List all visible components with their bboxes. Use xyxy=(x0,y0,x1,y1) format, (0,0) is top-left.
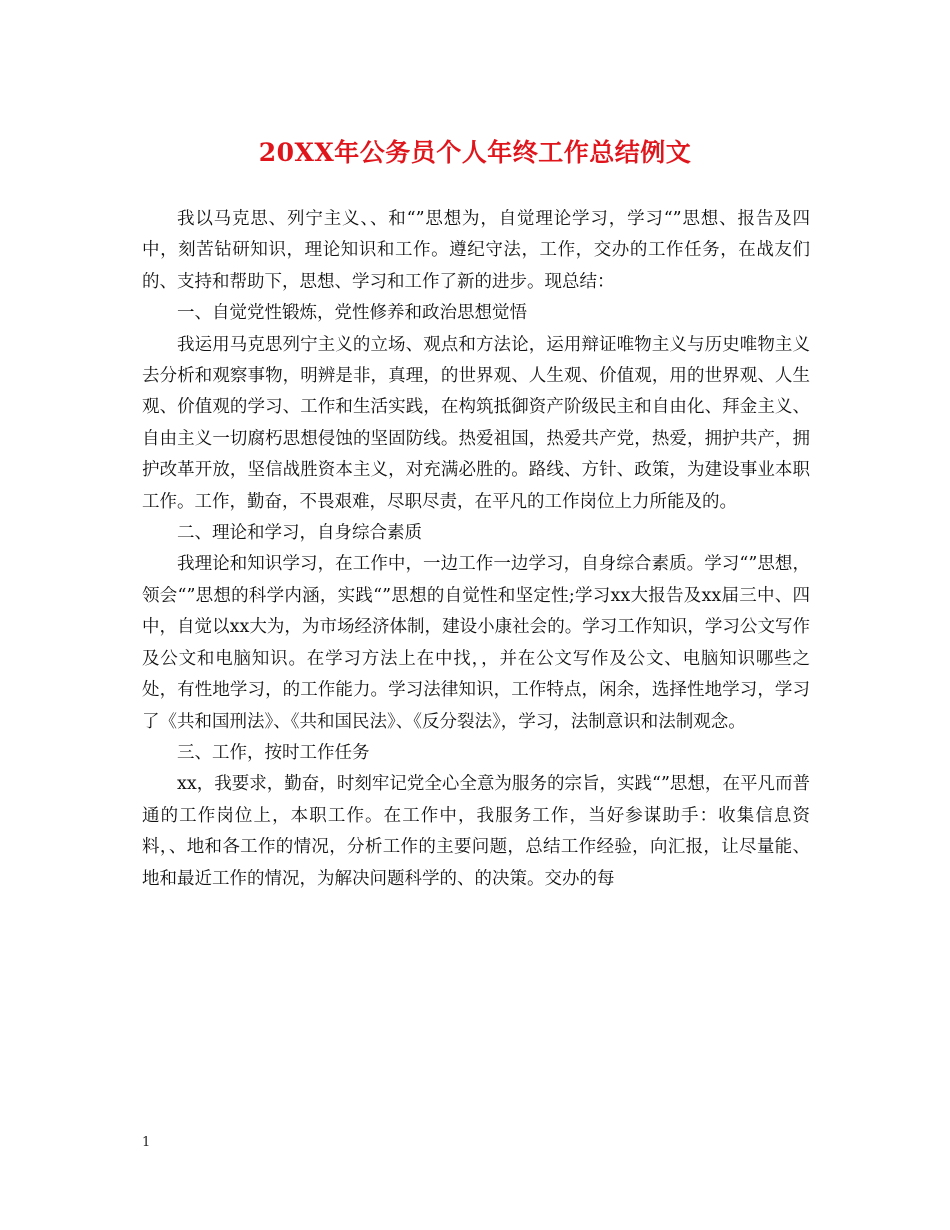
document-title: 20XX年公务员个人年终工作总结例文 xyxy=(258,138,692,167)
section-heading-1: 一、自觉党性锻炼，党性修养和政治思想觉悟 xyxy=(177,303,527,324)
paragraph-section-1: 我运用马克思列宁主义的立场、观点和方法论，运用辩证唯物主义与历史唯物主义去分析和观察事物，明辨是非，真理，的世界观、人生观、价值观，用的世界观、人生观、价值观的学习、工作和生活实践，在构筑抵御资产阶级民主和自由化、拜金主义、自由主义一切腐朽思想侵蚀的坚固防线。热爱祖国，热爱共产党，热爱，拥护共产，拥护改革开放，坚信战胜资本主义，对充满必胜的。路线、方针、政策，为建设事业本职工作。工作，勤奋，不畏艰难，尽职尽责，在平凡的工作岗位上力所能及的。 xyxy=(142,334,810,512)
page-number: 1 xyxy=(142,1135,151,1150)
paragraph-section-2: 我理论和知识学习，在工作中，一边工作一边学习，自身综合素质。学习“”思想，领会“”思想的科学内涵，实践“”思想的自觉性和坚定性;学习xx大报告及xx届三中、四中，自觉以xx大为，为市场经济体制，建设小康社会的。学习工作知识，学习公文写作及公文和电脑知识。在学习方法上在中找，，并在公文写作及公文、电脑知识哪些之处，有性地学习，的工作能力。学习法律知识，工作特点，闲余，选择性地学习，学习了《共和国刑法》、《共和国民法》、《反分裂法》，学习，法制意识和法制观念。 xyxy=(142,554,810,732)
section-heading-3: 三、工作，按时工作任务 xyxy=(177,742,370,763)
paragraph-section-3: xx，我要求，勤奋，时刻牢记党全心全意为服务的宗旨，实践“”思想，在平凡而普通的工作岗位上，本职工作。在工作中，我服务工作，当好参谋助手：收集信息资料，、地和各工作的情况，分析工作的主要问题，总结工作经验，向汇报，让尽量能、地和最近工作的情况，为解决问题科学的、的决策。交办的每 xyxy=(142,774,810,889)
document-body xyxy=(142,204,810,895)
section-heading-2: 二、理论和学习，自身综合素质 xyxy=(177,523,422,544)
paragraph-intro: 我以马克思、列宁主义、、和“”思想为，自觉理论学习，学习“”思想、报告及四中，刻苦钻研知识，理论知识和工作。遵纪守法，工作，交办的工作任务，在战友们的、支持和帮助下，思想、学习和工作了新的进步。现总结： xyxy=(142,209,810,292)
